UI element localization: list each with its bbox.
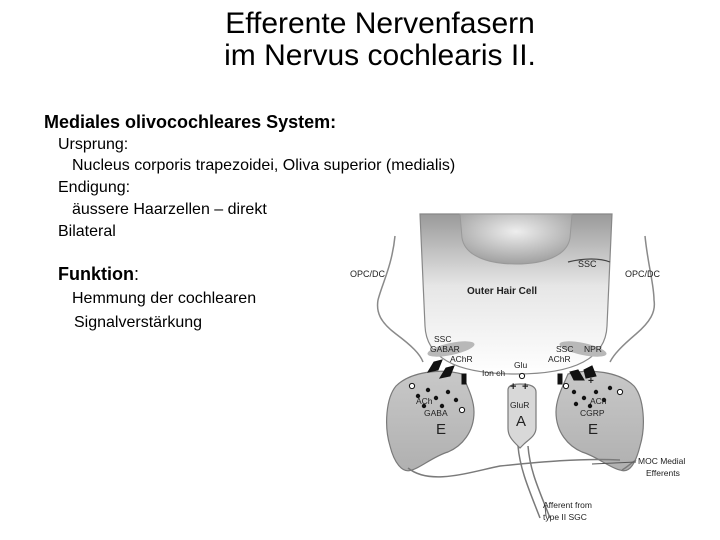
afferent-label-1: Afferent from: [543, 500, 592, 510]
function-line-2: Signalverstärkung: [74, 314, 203, 331]
outer-hair-cell-label: Outer Hair Cell: [467, 286, 538, 297]
title-line-1: Efferente Nervenfasern: [225, 7, 535, 40]
ending-label: Endigung:: [58, 179, 131, 196]
plus-sign-2: +: [522, 381, 529, 393]
gaba-label: GABA: [424, 408, 448, 418]
npr-label: NPR: [584, 344, 602, 354]
plus-sign-3: +: [588, 376, 594, 387]
plus-sign-1: +: [510, 381, 517, 393]
function-label: Funktion: [58, 264, 134, 284]
glu-label: Glu: [514, 360, 528, 370]
section-heading: Mediales olivocochleares System:: [44, 112, 337, 132]
moc-label-2: Efferents: [646, 468, 680, 478]
ach-left-label: ACh: [416, 396, 433, 406]
origin-value: Nucleus corporis trapezoidei, Oliva superior (medialis): [72, 157, 456, 174]
outer-hair-cell-nucleus: [460, 214, 572, 264]
glu-vesicle: [519, 373, 524, 378]
function-line-1: Hemmung der cochlearen: [72, 290, 257, 307]
opc-right-label: OPC/DC: [625, 269, 661, 279]
ion-channel-label: Ion ch: [482, 368, 506, 378]
ssc-left-label: SSC: [434, 334, 452, 344]
e-right-label: E: [588, 421, 599, 438]
efferent-terminal-right: [556, 371, 643, 470]
a-label: A: [516, 413, 527, 430]
achr-left-label: AChR: [450, 354, 473, 364]
function-colon: :: [133, 264, 139, 284]
opc-left-label: OPC/DC: [350, 269, 386, 279]
achr-right-label: AChR: [548, 354, 571, 364]
ending-value: äussere Haarzellen – direkt: [72, 201, 267, 218]
ssc-right-label: SSC: [556, 344, 574, 354]
moc-label-1: MOC Medial: [638, 456, 686, 466]
origin-label: Ursprung:: [58, 136, 129, 153]
ssc-top-label: SSC: [578, 259, 597, 269]
moc-efferent-fiber-left: [408, 459, 620, 476]
afferent-label-2: type II SGC: [543, 512, 587, 522]
cgrp-label: CGRP: [580, 408, 605, 418]
gabar-label: GABAR: [430, 344, 460, 354]
efferent-terminal-left: [387, 371, 474, 470]
e-left-label: E: [436, 421, 447, 438]
achr-left-marks: [462, 374, 466, 384]
ach-right-label: ACh: [590, 396, 607, 406]
bilateral-text: Bilateral: [58, 223, 116, 240]
achr-right-marks: [558, 374, 562, 384]
glur-label: GluR: [510, 400, 530, 410]
title-line-2: im Nervus cochlearis II.: [224, 39, 536, 72]
